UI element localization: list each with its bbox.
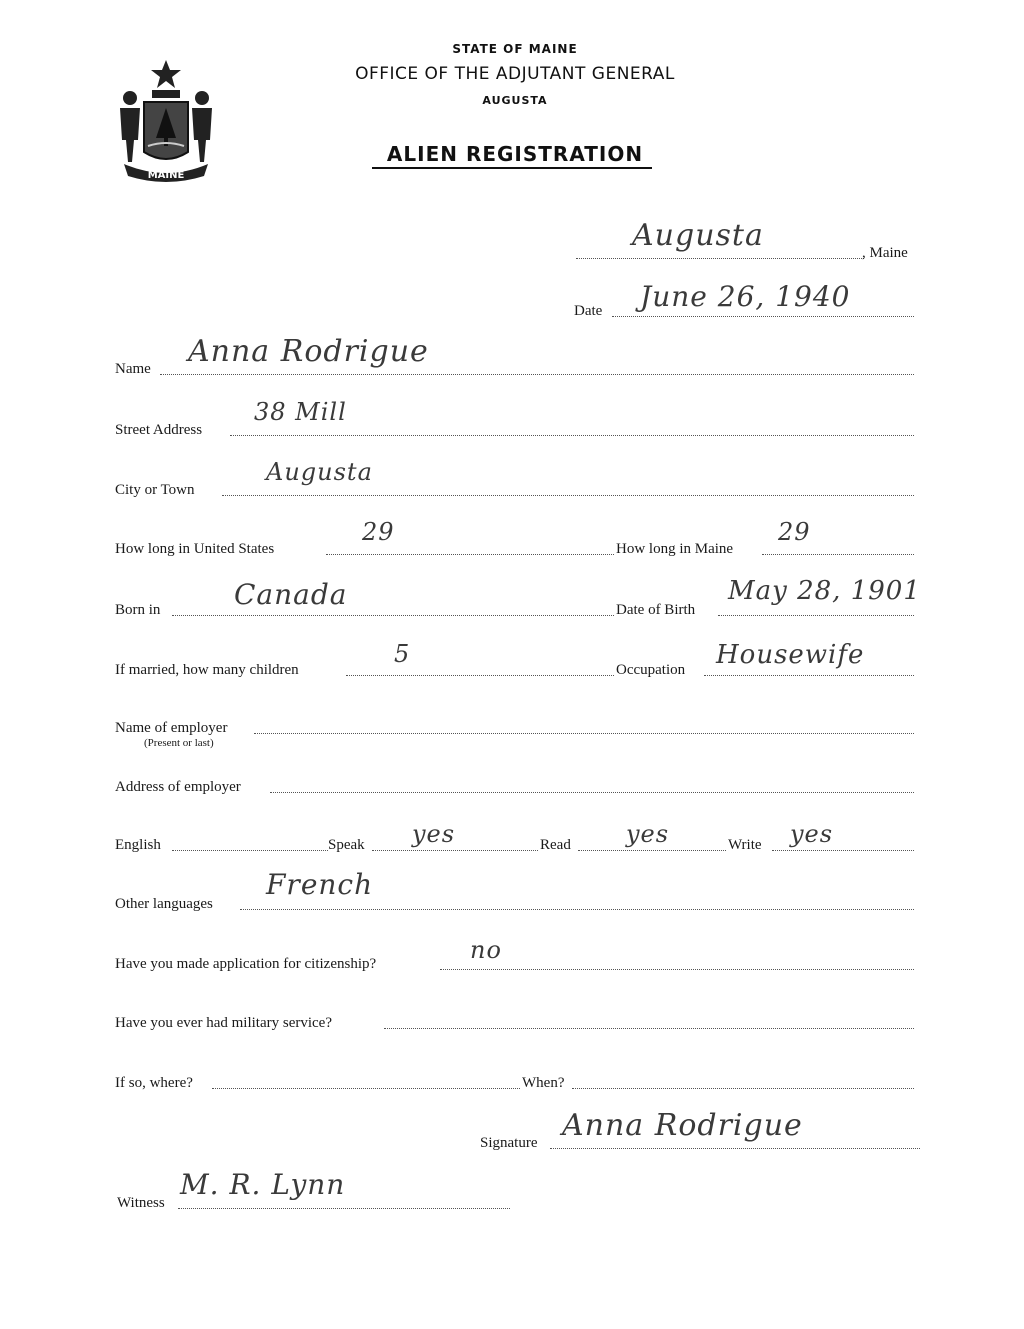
witness-value: M. R. Lynn [180,1168,346,1201]
date-label: Date [574,303,603,319]
born-in-line [172,615,614,616]
write-label: Write [728,837,762,853]
state-heading: STATE OF MAINE [452,42,578,56]
children-label: If married, how many children [115,662,299,678]
military-line [384,1028,914,1029]
date-line [612,316,914,317]
how-long-us-label: How long in United States [115,541,275,557]
born-in-label: Born in [115,602,161,618]
children-value: 5 [394,640,411,668]
occupation-line [704,675,914,676]
name-label: Name [115,361,151,377]
speak-label: Speak [328,837,365,853]
seal-text: MAINE [147,170,185,181]
children-line [346,675,614,676]
street-address-value: 38 Mill [254,398,347,426]
how-long-us-value: 29 [362,518,395,546]
date-value: June 26, 1940 [640,280,851,313]
street-address-line [230,435,914,436]
city-value: Augusta [266,458,373,486]
city-line [222,495,914,496]
signature-line [550,1148,920,1149]
place-value: Augusta [632,218,764,253]
maine-state-seal [112,58,220,186]
born-in-value: Canada [234,578,348,611]
date-of-birth-label: Date of Birth [616,602,696,618]
occupation-value: Housewife [716,640,865,670]
how-long-maine-line [762,554,914,555]
date-of-birth-line [718,615,914,616]
date-of-birth-value: May 28, 1901 [728,576,921,606]
read-label: Read [540,837,571,853]
speak-line [372,850,538,851]
english-line [172,850,328,851]
employer-label: Name of employer [115,720,228,736]
other-languages-value: French [266,868,374,901]
name-value: Anna Rodrigue [188,334,429,369]
how-long-maine-label: How long in Maine [616,541,734,557]
form-title: ALIEN REGISTRATION [386,142,644,166]
signature-label: Signature [480,1135,538,1151]
signature-value: Anna Rodrigue [562,1108,803,1143]
how-long-us-line [326,554,614,555]
occupation-label: Occupation [616,662,686,678]
employer-address-line [270,792,914,793]
employer-sublabel: (Present or last) [144,737,214,749]
name-line [160,374,914,375]
english-label: English [115,837,161,853]
office-heading: OFFICE OF THE ADJUTANT GENERAL [355,64,675,84]
read-line [578,850,726,851]
where-line [212,1088,520,1089]
place-line [576,258,864,259]
where-label: If so, where? [115,1075,193,1091]
other-languages-label: Other languages [115,896,213,912]
citizenship-value: no [470,936,502,964]
city-label: City or Town [115,482,195,498]
witness-line [178,1208,510,1209]
speak-value: yes [412,820,456,848]
place-suffix: , Maine [862,245,908,261]
when-line [572,1088,914,1089]
when-label: When? [522,1075,565,1091]
write-line [772,850,914,851]
employer-line [254,733,914,734]
title-underline [372,167,652,169]
how-long-maine-value: 29 [778,518,811,546]
citizenship-label: Have you made application for citizenship? [115,956,377,972]
witness-label: Witness [117,1195,165,1211]
street-address-label: Street Address [115,422,203,438]
other-languages-line [240,909,914,910]
employer-address-label: Address of employer [115,779,241,795]
military-label: Have you ever had military service? [115,1015,332,1031]
write-value: yes [790,820,834,848]
read-value: yes [626,820,670,848]
citizenship-line [440,969,914,970]
city-heading: AUGUSTA [482,94,548,107]
